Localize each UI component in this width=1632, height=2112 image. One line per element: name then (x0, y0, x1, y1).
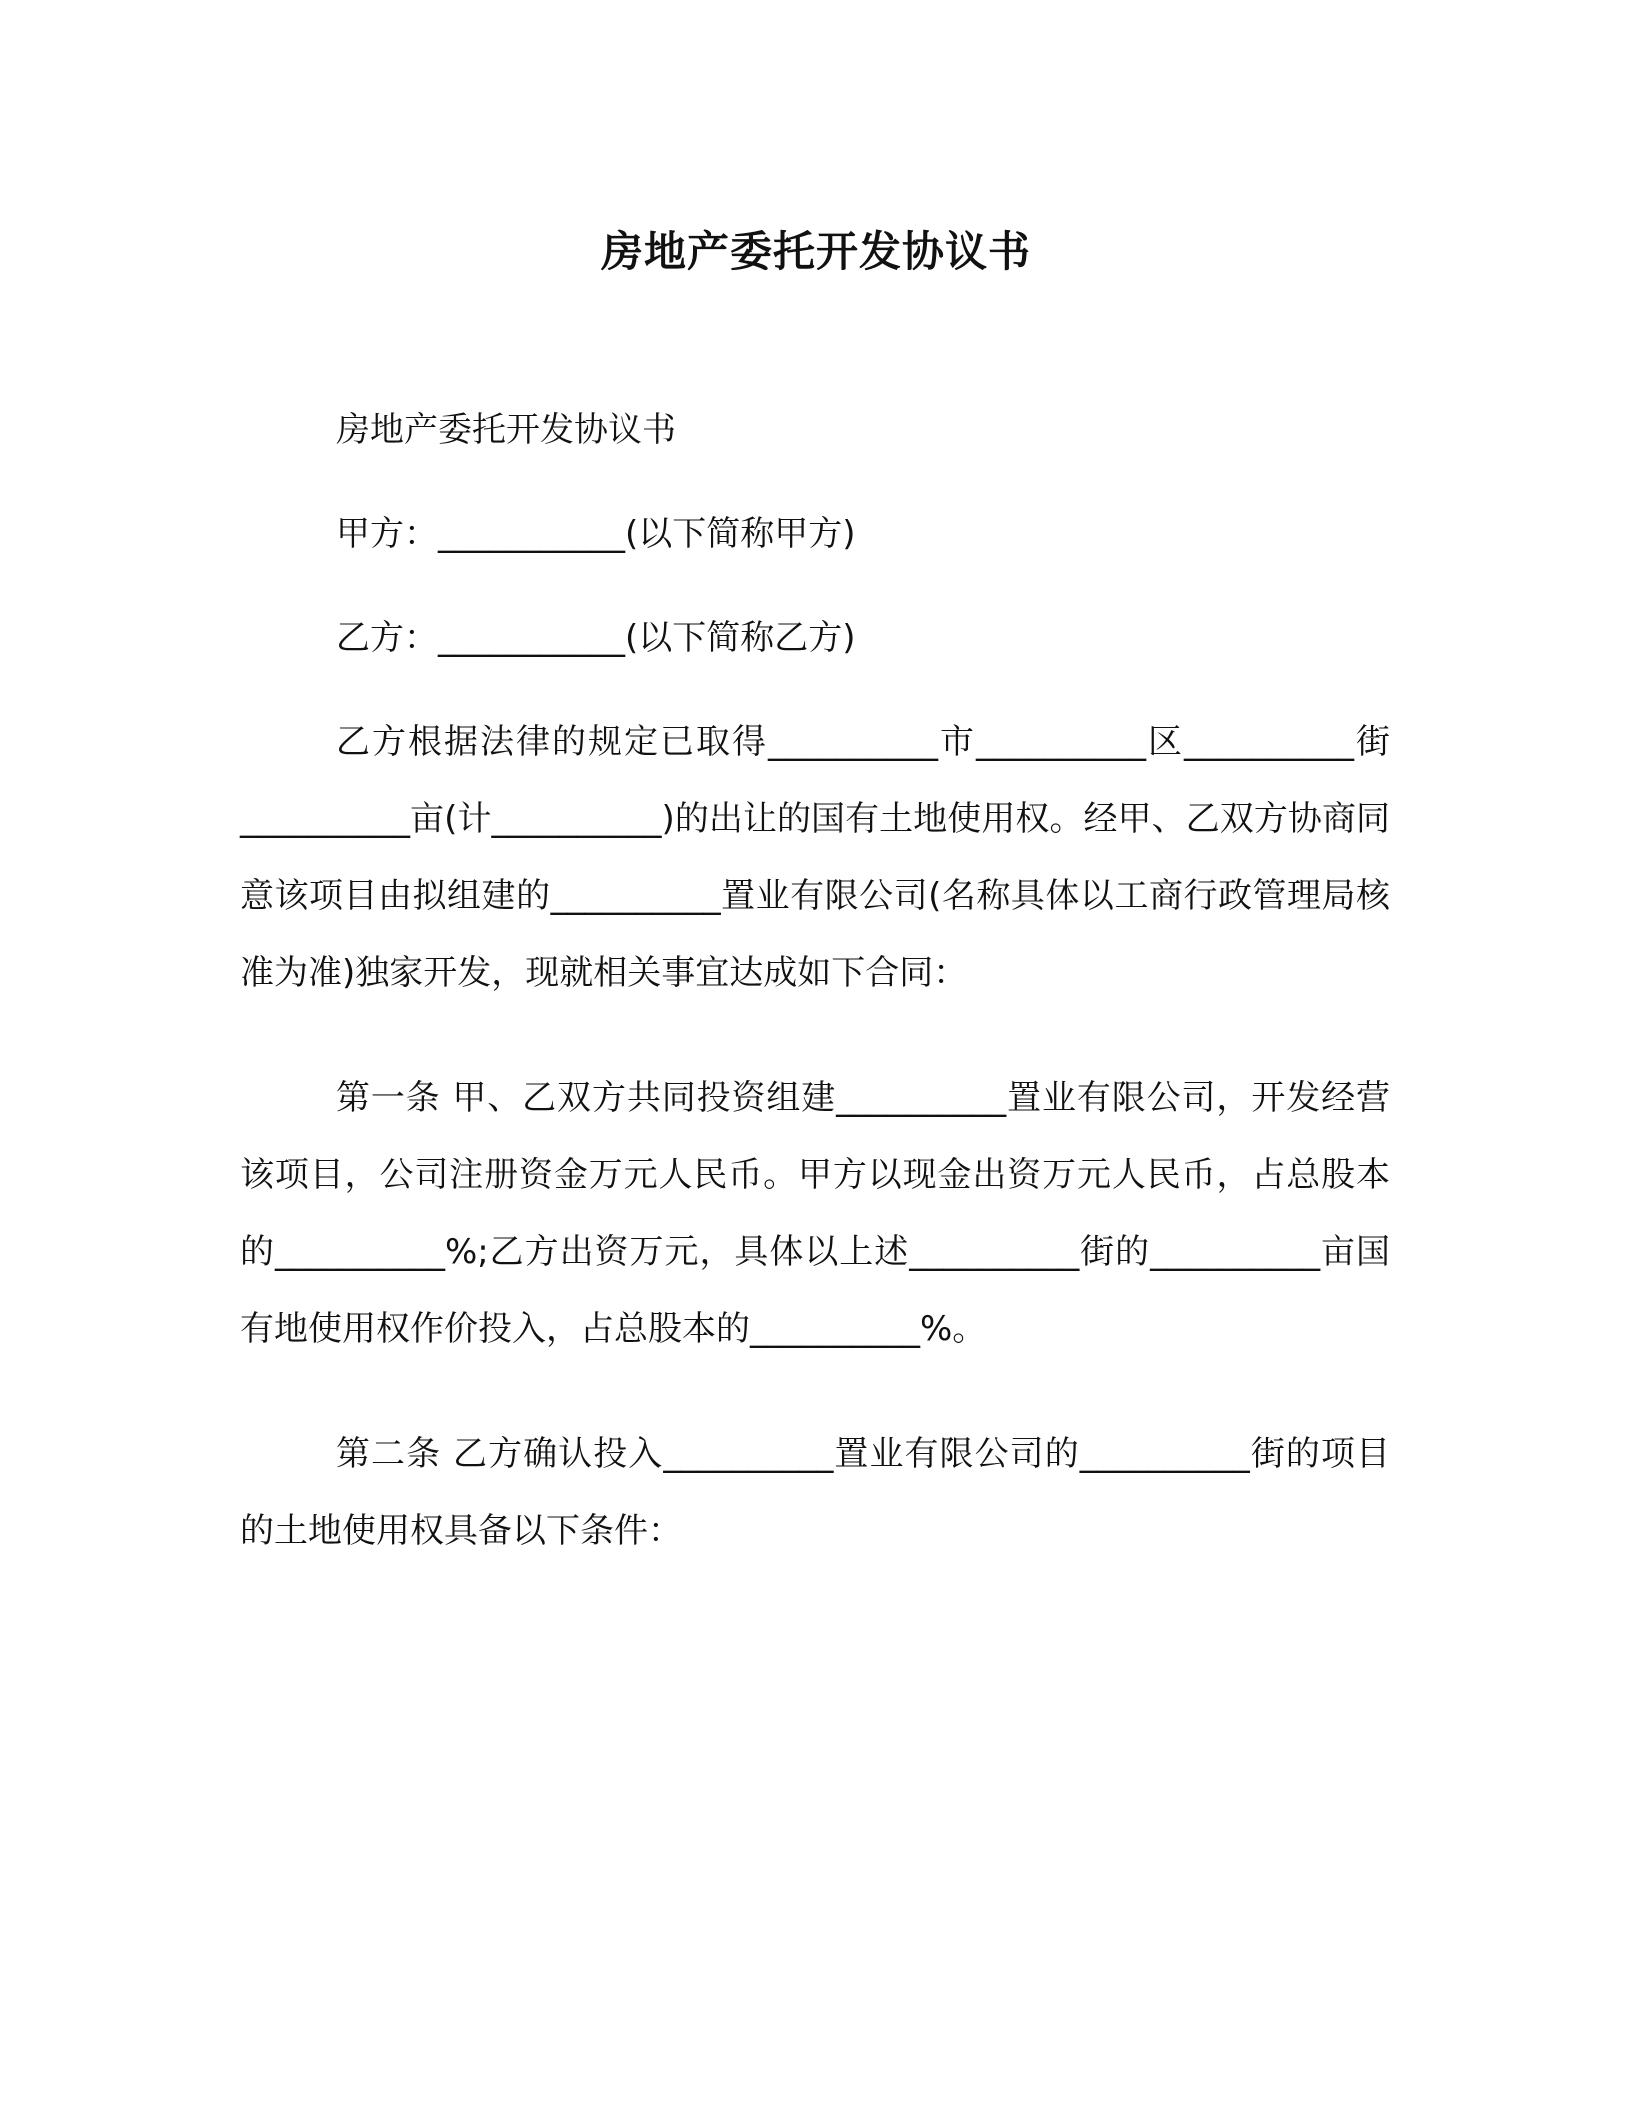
document-body (240, 392, 1390, 1570)
intro-paragraph: 乙方根据法律的规定已取得__________市__________区__________街__________亩(计__________)的出让的国有土地使用权。经甲、乙双方协商同意该项目由拟组建的__________置业有限公司(名称具体以工商行政管理局核准为准)独家开发，现就相关事宜达成如下合同： (240, 722, 1390, 993)
party-a-line: 甲方：___________(以下简称甲方) (336, 514, 856, 554)
article-1-paragraph: 第一条 甲、乙双方共同投资组建__________置业有限公司，开发经营该项目，公司注册资金万元人民币。甲方以现金出资万元人民币，占总股本的__________%;乙方出资万元，具体以上述__________街的__________亩国有地使用权作价投入，占总股本的__________%。 (240, 1078, 1390, 1349)
party-b-line: 乙方：___________(以下简称乙方) (336, 618, 856, 658)
document-title: 房地产委托开发协议书 (600, 227, 1031, 276)
article-2-paragraph: 第二条 乙方确认投入__________置业有限公司的__________街的项目的土地使用权具备以下条件： (240, 1434, 1390, 1551)
document-subtitle: 房地产委托开发协议书 (336, 410, 676, 450)
